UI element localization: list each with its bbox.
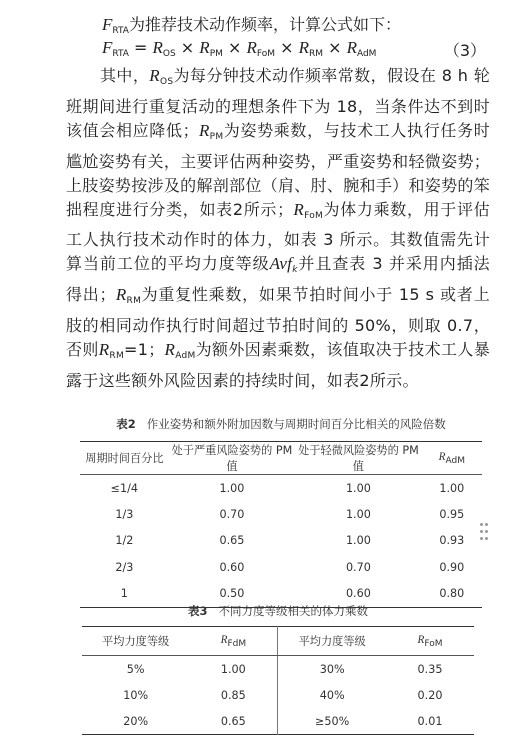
text-run: 为姿势乘数，与技术工人执行任务时尴尬姿势有关，主要评估两种姿势，严重姿势和轻微姿势；上肢姿势按涉及的解剖部位（肩、肘、腕和手）和姿势的笨拙程度进行分类，如表2所示； [66, 120, 490, 219]
table2-caption-text: 作业姿势和额外附加因数与周期时间百分比相关的风险倍数 [146, 417, 446, 431]
sub-fom: FoM [304, 210, 324, 221]
formula-r-pm: R [199, 38, 210, 57]
equation-number: （3） [443, 41, 486, 60]
table-cell: 5% [126, 662, 145, 676]
table3-caption [82, 603, 474, 619]
table-cell: 1 [120, 587, 128, 601]
sub-rm: RM [126, 296, 142, 307]
formula [102, 38, 376, 59]
table-cell: 0.95 [439, 508, 465, 522]
table-cell: 1.00 [345, 534, 371, 548]
sub-os: OS [159, 77, 174, 87]
table-cell: 0.65 [189, 708, 278, 735]
table3-header-row [82, 627, 474, 656]
var-r: R [149, 66, 160, 85]
table-cell: 0.80 [439, 587, 465, 601]
text-run: =1； [124, 340, 165, 360]
table2-header-cell: 周期时间百分比 [80, 442, 169, 475]
table-cell: 0.35 [417, 662, 443, 676]
table3-label: 表3 [188, 604, 208, 618]
table-cell: 40% [319, 688, 345, 702]
table-cell: 1/3 [115, 508, 134, 522]
formula-f: F [102, 38, 113, 57]
table2-header-cell [422, 442, 482, 475]
table-row [80, 528, 482, 554]
table-cell: 1.00 [345, 508, 371, 522]
intro-text: 为推荐技术动作频率，计算公式如下： [128, 15, 401, 34]
var-avf: Avf [269, 254, 293, 274]
table-row [82, 708, 474, 735]
text-run: 为重复性乘数，如果节拍时间小于 15 s 或者上肢的相同动作执行时间超过节拍时间的 50%，则取 0.7，否则 [66, 285, 490, 360]
table-cell: 2/3 [115, 560, 134, 574]
var-r: R [98, 340, 110, 360]
formula-times: × [275, 38, 299, 57]
table3-header-cell: 平均力度等级 [278, 627, 386, 656]
text-run: 并且查表 3 并采用内插法得出； [66, 254, 490, 305]
table-cell: 0.65 [219, 534, 245, 548]
table-cell: 0.70 [345, 560, 371, 574]
drag-handle-icon[interactable] [480, 523, 490, 543]
table-cell: 0.01 [417, 714, 443, 728]
body-paragraph [66, 64, 490, 393]
formula-times: × [323, 38, 347, 57]
table-row [80, 475, 482, 502]
var-r: R [115, 285, 127, 305]
header-r: R [417, 634, 425, 646]
formula-sub-pm: PM [209, 49, 223, 59]
var-r: R [164, 340, 176, 360]
header-r: R [438, 451, 446, 463]
formula-sub-rm: RM [308, 49, 323, 59]
formula-eq: = [128, 38, 153, 57]
table2-header-row [80, 442, 482, 475]
table-cell: 10% [123, 688, 149, 702]
var-r: R [198, 120, 210, 140]
sub-pm: PM [209, 131, 224, 142]
table-cell: 1.00 [219, 481, 245, 495]
text-run: 为额外因素乘数，该值取决于技术工人暴露于这些额外风险因素的持续时间，如表2所示。 [66, 340, 490, 390]
table-cell: 0.60 [219, 560, 245, 574]
table2-label: 表2 [116, 417, 136, 431]
table3-header-cell [189, 627, 278, 656]
formula-r-rm: R [298, 38, 309, 57]
table3-header-cell [386, 627, 474, 656]
table-cell: ≤1/4 [110, 481, 139, 495]
header-r: R [220, 634, 228, 646]
table-cell: ≥50% [315, 714, 350, 728]
table2-header-cell: 处于严重风险姿势的 PM值 [169, 442, 295, 475]
table-cell: 0.60 [345, 587, 371, 601]
table2 [80, 441, 482, 608]
table3-header-cell: 平均力度等级 [82, 627, 189, 656]
table-cell: 30% [319, 662, 345, 676]
formula-sub-fom: FoM [256, 49, 275, 59]
header-sub-fom: FoM [424, 639, 443, 649]
table-row [80, 501, 482, 527]
var-f: F [102, 15, 113, 34]
sub-rm: RM [109, 351, 125, 362]
table3 [82, 626, 474, 735]
table-cell: 0.85 [189, 682, 278, 708]
table-row [82, 682, 474, 708]
table-cell: 1.00 [189, 656, 278, 683]
sub-k: k [292, 265, 298, 276]
table3-caption-text: 不同力度等级相关的体力乘数 [218, 604, 368, 618]
table-cell: 0.70 [219, 508, 245, 522]
formula-sub-rta: RTA [112, 49, 129, 59]
formula-times: × [175, 38, 200, 57]
formula-r-adm: R [346, 38, 357, 57]
text-run: 其中， [100, 66, 150, 85]
table-cell: 0.20 [417, 688, 443, 702]
table-cell: 20% [123, 714, 149, 728]
intro-line [102, 12, 401, 36]
formula-sub-adm: AdM [356, 49, 377, 59]
formula-sub-os: OS [162, 49, 176, 59]
table-cell: 1.00 [439, 481, 465, 495]
sub-rta: RTA [112, 26, 129, 36]
table2-caption [80, 416, 482, 432]
table2-header-cell: 处于轻微风险姿势的 PM 值 [295, 442, 421, 475]
table-cell: 0.50 [219, 587, 245, 601]
var-r: R [293, 199, 305, 219]
header-sub-fdm: FdM [227, 639, 247, 649]
formula-r-os: R [152, 38, 163, 57]
table-cell: 0.90 [439, 560, 465, 574]
table-row [82, 656, 474, 683]
formula-r-fom: R [246, 38, 257, 57]
formula-times: × [222, 38, 247, 57]
table-cell: 0.93 [439, 534, 465, 548]
header-sub-adm: AdM [445, 456, 465, 466]
table-cell: 1.00 [345, 481, 371, 495]
sub-adm: AdM [175, 351, 196, 362]
table-row [80, 554, 482, 580]
text-run: 为体力乘数，用于评估工人执行技术动作时的体力，如表 3 所示。其数值需先计算当前工位的平均力度等级 [66, 199, 490, 274]
text-run: 为每分钟技术动作频率常数，假设在 8 h 轮班期间进行重复活动的理想条件下为 18，当条件达不到时该值会相应降低； [66, 66, 490, 140]
table-cell: 1/2 [115, 534, 134, 548]
